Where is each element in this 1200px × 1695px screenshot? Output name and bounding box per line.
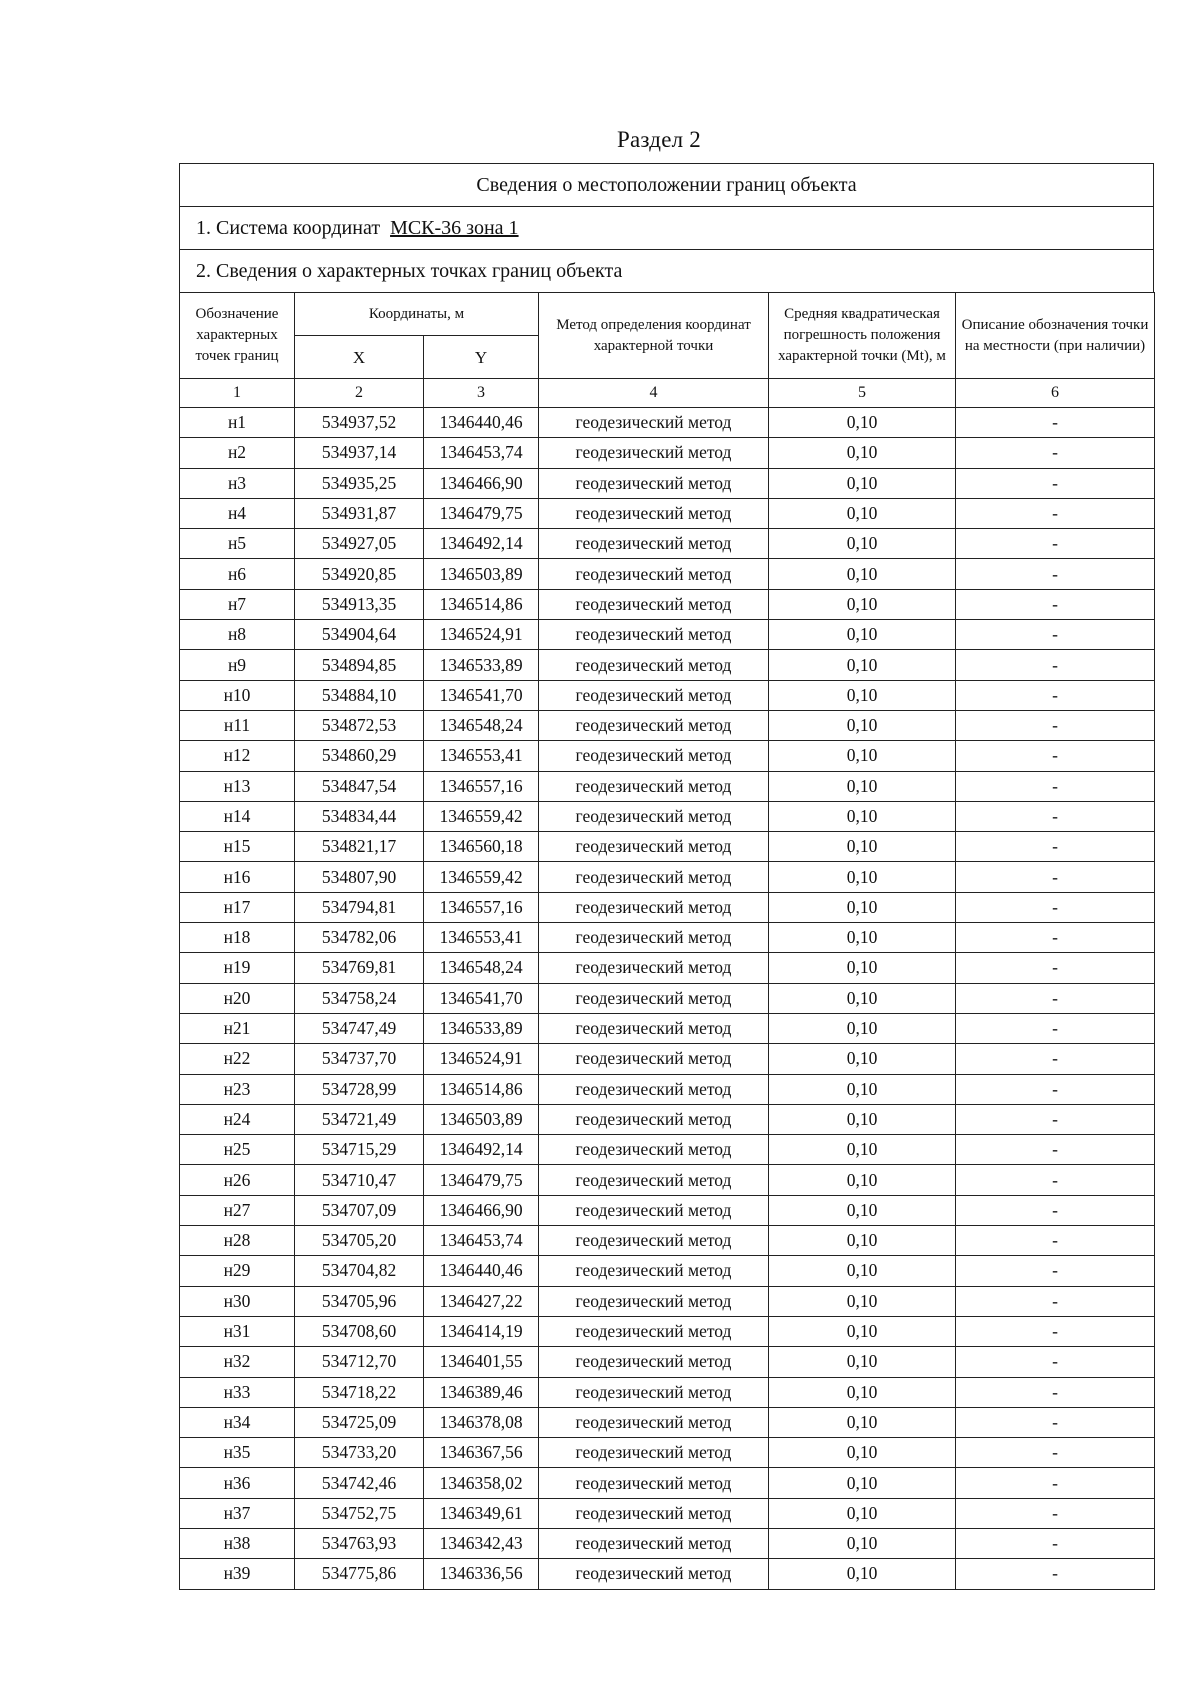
x-coordinate-cell: 534704,82 (295, 1256, 424, 1286)
description-cell: - (956, 1528, 1155, 1558)
x-coordinate-cell: 534872,53 (295, 710, 424, 740)
table-row (180, 1013, 1155, 1043)
method-cell: геодезический метод (539, 1044, 769, 1074)
y-coordinate-cell: 1346453,74 (424, 1226, 539, 1256)
mt-error-cell: 0,10 (769, 438, 956, 468)
method-cell: геодезический метод (539, 1256, 769, 1286)
table-row (180, 710, 1155, 740)
x-coordinate-cell: 534904,64 (295, 620, 424, 650)
y-coordinate-cell: 1346466,90 (424, 1195, 539, 1225)
description-cell: - (956, 620, 1155, 650)
col-header-description: Описание обозначения точки на местности (при наличии) (956, 293, 1155, 379)
x-coordinate-cell: 534937,52 (295, 408, 424, 438)
x-coordinate-cell: 534775,86 (295, 1559, 424, 1589)
x-coordinate-cell: 534715,29 (295, 1135, 424, 1165)
mt-error-cell: 0,10 (769, 1407, 956, 1437)
description-cell: - (956, 1377, 1155, 1407)
col-header-x: X (295, 336, 424, 379)
point-id-cell: н37 (180, 1498, 295, 1528)
mt-error-cell: 0,10 (769, 468, 956, 498)
table-row (180, 1286, 1155, 1316)
method-cell: геодезический метод (539, 408, 769, 438)
x-coordinate-cell: 534712,70 (295, 1347, 424, 1377)
coordinate-system-line (179, 206, 1154, 249)
mt-error-cell: 0,10 (769, 832, 956, 862)
x-coordinate-cell: 534894,85 (295, 650, 424, 680)
y-coordinate-cell: 1346557,16 (424, 771, 539, 801)
mt-error-cell: 0,10 (769, 1528, 956, 1558)
description-cell: - (956, 1347, 1155, 1377)
x-coordinate-cell: 534718,22 (295, 1377, 424, 1407)
table-row (180, 1559, 1155, 1589)
point-id-cell: н27 (180, 1195, 295, 1225)
y-coordinate-cell: 1346559,42 (424, 801, 539, 831)
x-coordinate-cell: 534769,81 (295, 953, 424, 983)
method-cell: геодезический метод (539, 1528, 769, 1558)
table-row (180, 650, 1155, 680)
description-cell: - (956, 771, 1155, 801)
description-cell: - (956, 801, 1155, 831)
description-cell: - (956, 1468, 1155, 1498)
mt-error-cell: 0,10 (769, 892, 956, 922)
method-cell: геодезический метод (539, 498, 769, 528)
y-coordinate-cell: 1346479,75 (424, 1165, 539, 1195)
y-coordinate-cell: 1346336,56 (424, 1559, 539, 1589)
table-row (180, 1498, 1155, 1528)
point-id-cell: н17 (180, 892, 295, 922)
points-table-body (180, 408, 1155, 1590)
method-cell: геодезический метод (539, 923, 769, 953)
x-coordinate-cell: 534758,24 (295, 983, 424, 1013)
mt-error-cell: 0,10 (769, 1195, 956, 1225)
point-id-cell: н11 (180, 710, 295, 740)
point-id-cell: н13 (180, 771, 295, 801)
table-row (180, 1347, 1155, 1377)
column-number: 2 (295, 379, 424, 408)
table-row (180, 1438, 1155, 1468)
y-coordinate-cell: 1346524,91 (424, 1044, 539, 1074)
description-cell: - (956, 862, 1155, 892)
mt-error-cell: 0,10 (769, 498, 956, 528)
y-coordinate-cell: 1346389,46 (424, 1377, 539, 1407)
table-row (180, 1195, 1155, 1225)
table-row (180, 983, 1155, 1013)
table-row (180, 741, 1155, 771)
mt-error-cell: 0,10 (769, 983, 956, 1013)
mt-error-cell: 0,10 (769, 1256, 956, 1286)
x-coordinate-cell: 534920,85 (295, 559, 424, 589)
column-number: 6 (956, 379, 1155, 408)
coordinate-system-value: МСК-36 зона 1 (390, 216, 519, 239)
mt-error-cell: 0,10 (769, 1316, 956, 1346)
method-cell: геодезический метод (539, 710, 769, 740)
method-cell: геодезический метод (539, 862, 769, 892)
x-coordinate-cell: 534913,35 (295, 589, 424, 619)
method-cell: геодезический метод (539, 1195, 769, 1225)
method-cell: геодезический метод (539, 1438, 769, 1468)
mt-error-cell: 0,10 (769, 1468, 956, 1498)
table-row (180, 589, 1155, 619)
method-cell: геодезический метод (539, 892, 769, 922)
y-coordinate-cell: 1346503,89 (424, 559, 539, 589)
point-id-cell: н12 (180, 741, 295, 771)
point-id-cell: н2 (180, 438, 295, 468)
table-row (180, 1074, 1155, 1104)
description-cell: - (956, 1286, 1155, 1316)
x-coordinate-cell: 534884,10 (295, 680, 424, 710)
mt-error-cell: 0,10 (769, 1559, 956, 1589)
mt-error-cell: 0,10 (769, 1104, 956, 1134)
point-id-cell: н30 (180, 1286, 295, 1316)
y-coordinate-cell: 1346440,46 (424, 408, 539, 438)
point-id-cell: н22 (180, 1044, 295, 1074)
table-row (180, 408, 1155, 438)
point-id-cell: н4 (180, 498, 295, 528)
method-cell: геодезический метод (539, 1407, 769, 1437)
point-id-cell: н31 (180, 1316, 295, 1346)
description-cell: - (956, 1498, 1155, 1528)
point-id-cell: н21 (180, 1013, 295, 1043)
x-coordinate-cell: 534860,29 (295, 741, 424, 771)
y-coordinate-cell: 1346342,43 (424, 1528, 539, 1558)
description-cell: - (956, 438, 1155, 468)
description-cell: - (956, 892, 1155, 922)
description-cell: - (956, 983, 1155, 1013)
table-row (180, 1135, 1155, 1165)
mt-error-cell: 0,10 (769, 953, 956, 983)
table-row (180, 1256, 1155, 1286)
x-coordinate-cell: 534705,20 (295, 1226, 424, 1256)
x-coordinate-cell: 534937,14 (295, 438, 424, 468)
point-id-cell: н35 (180, 1438, 295, 1468)
point-id-cell: н6 (180, 559, 295, 589)
x-coordinate-cell: 534725,09 (295, 1407, 424, 1437)
method-cell: геодезический метод (539, 1074, 769, 1104)
description-cell: - (956, 1226, 1155, 1256)
column-number: 5 (769, 379, 956, 408)
x-coordinate-cell: 534821,17 (295, 832, 424, 862)
mt-error-cell: 0,10 (769, 559, 956, 589)
method-cell: геодезический метод (539, 529, 769, 559)
table-row (180, 1377, 1155, 1407)
table-row (180, 1316, 1155, 1346)
section-title: Раздел 2 (617, 127, 701, 152)
y-coordinate-cell: 1346453,74 (424, 438, 539, 468)
mt-error-cell: 0,10 (769, 1135, 956, 1165)
x-coordinate-cell: 534807,90 (295, 862, 424, 892)
description-cell: - (956, 1013, 1155, 1043)
method-cell: геодезический метод (539, 680, 769, 710)
y-coordinate-cell: 1346503,89 (424, 1104, 539, 1134)
mt-error-cell: 0,10 (769, 1074, 956, 1104)
x-coordinate-cell: 534747,49 (295, 1013, 424, 1043)
col-header-designation: Обозначение характерных точек границ (180, 293, 295, 379)
table-row (180, 468, 1155, 498)
y-coordinate-cell: 1346524,91 (424, 620, 539, 650)
table-row (180, 892, 1155, 922)
y-coordinate-cell: 1346358,02 (424, 1468, 539, 1498)
point-id-cell: н33 (180, 1377, 295, 1407)
description-cell: - (956, 953, 1155, 983)
x-coordinate-cell: 534705,96 (295, 1286, 424, 1316)
point-id-cell: н38 (180, 1528, 295, 1558)
table-row (180, 620, 1155, 650)
x-coordinate-cell: 534733,20 (295, 1438, 424, 1468)
mt-error-cell: 0,10 (769, 1347, 956, 1377)
method-cell: геодезический метод (539, 1468, 769, 1498)
method-cell: геодезический метод (539, 1316, 769, 1346)
method-cell: геодезический метод (539, 1013, 769, 1043)
mt-error-cell: 0,10 (769, 923, 956, 953)
description-cell: - (956, 408, 1155, 438)
mt-error-cell: 0,10 (769, 862, 956, 892)
y-coordinate-cell: 1346560,18 (424, 832, 539, 862)
point-id-cell: н28 (180, 1226, 295, 1256)
column-number: 4 (539, 379, 769, 408)
point-id-cell: н9 (180, 650, 295, 680)
table-row (180, 559, 1155, 589)
y-coordinate-cell: 1346541,70 (424, 983, 539, 1013)
table-row (180, 1165, 1155, 1195)
description-cell: - (956, 710, 1155, 740)
point-id-cell: н20 (180, 983, 295, 1013)
method-cell: геодезический метод (539, 1165, 769, 1195)
y-coordinate-cell: 1346492,14 (424, 529, 539, 559)
x-coordinate-cell: 534931,87 (295, 498, 424, 528)
point-id-cell: н39 (180, 1559, 295, 1589)
description-cell: - (956, 1104, 1155, 1134)
method-cell: геодезический метод (539, 650, 769, 680)
y-coordinate-cell: 1346541,70 (424, 680, 539, 710)
x-coordinate-cell: 534710,47 (295, 1165, 424, 1195)
mt-error-cell: 0,10 (769, 680, 956, 710)
description-cell: - (956, 529, 1155, 559)
mt-error-cell: 0,10 (769, 741, 956, 771)
y-coordinate-cell: 1346378,08 (424, 1407, 539, 1437)
table-row (180, 1226, 1155, 1256)
x-coordinate-cell: 534834,44 (295, 801, 424, 831)
characteristic-points-title: 2. Сведения о характерных точках границ объекта (179, 249, 1154, 292)
description-cell: - (956, 1559, 1155, 1589)
method-cell: геодезический метод (539, 438, 769, 468)
point-id-cell: н5 (180, 529, 295, 559)
y-coordinate-cell: 1346514,86 (424, 1074, 539, 1104)
mt-error-cell: 0,10 (769, 1226, 956, 1256)
description-cell: - (956, 1407, 1155, 1437)
method-cell: геодезический метод (539, 983, 769, 1013)
table-row (180, 862, 1155, 892)
coordinate-system-label: 1. Система координат (196, 216, 381, 239)
mt-error-cell: 0,10 (769, 1377, 956, 1407)
x-coordinate-cell: 534782,06 (295, 923, 424, 953)
point-id-cell: н16 (180, 862, 295, 892)
y-coordinate-cell: 1346427,22 (424, 1286, 539, 1316)
method-cell: геодезический метод (539, 1226, 769, 1256)
y-coordinate-cell: 1346533,89 (424, 650, 539, 680)
description-cell: - (956, 1044, 1155, 1074)
y-coordinate-cell: 1346557,16 (424, 892, 539, 922)
method-cell: геодезический метод (539, 1559, 769, 1589)
point-id-cell: н15 (180, 832, 295, 862)
mt-error-cell: 0,10 (769, 1498, 956, 1528)
point-id-cell: н14 (180, 801, 295, 831)
y-coordinate-cell: 1346492,14 (424, 1135, 539, 1165)
mt-error-cell: 0,10 (769, 1013, 956, 1043)
method-cell: геодезический метод (539, 1104, 769, 1134)
object-boundaries-title: Сведения о местоположении границ объекта (179, 163, 1154, 206)
point-id-cell: н8 (180, 620, 295, 650)
x-coordinate-cell: 534794,81 (295, 892, 424, 922)
point-id-cell: н36 (180, 1468, 295, 1498)
y-coordinate-cell: 1346367,56 (424, 1438, 539, 1468)
boundary-info-frame (179, 163, 1154, 1590)
mt-error-cell: 0,10 (769, 650, 956, 680)
x-coordinate-cell: 534721,49 (295, 1104, 424, 1134)
x-coordinate-cell: 534742,46 (295, 1468, 424, 1498)
method-cell: геодезический метод (539, 468, 769, 498)
mt-error-cell: 0,10 (769, 589, 956, 619)
x-coordinate-cell: 534728,99 (295, 1074, 424, 1104)
y-coordinate-cell: 1346553,41 (424, 923, 539, 953)
x-coordinate-cell: 534847,54 (295, 771, 424, 801)
description-cell: - (956, 680, 1155, 710)
table-row (180, 680, 1155, 710)
point-id-cell: н26 (180, 1165, 295, 1195)
y-coordinate-cell: 1346401,55 (424, 1347, 539, 1377)
description-cell: - (956, 923, 1155, 953)
table-row (180, 953, 1155, 983)
description-cell: - (956, 1195, 1155, 1225)
description-cell: - (956, 832, 1155, 862)
mt-error-cell: 0,10 (769, 1044, 956, 1074)
col-header-coordinates: Координаты, м (295, 293, 539, 336)
mt-error-cell: 0,10 (769, 1286, 956, 1316)
table-row (180, 1044, 1155, 1074)
method-cell: геодезический метод (539, 1377, 769, 1407)
description-cell: - (956, 1165, 1155, 1195)
table-row (180, 529, 1155, 559)
x-coordinate-cell: 534708,60 (295, 1316, 424, 1346)
y-coordinate-cell: 1346514,86 (424, 589, 539, 619)
x-coordinate-cell: 534763,93 (295, 1528, 424, 1558)
table-row (180, 801, 1155, 831)
mt-error-cell: 0,10 (769, 771, 956, 801)
method-cell: геодезический метод (539, 741, 769, 771)
method-cell: геодезический метод (539, 832, 769, 862)
col-header-y: Y (424, 336, 539, 379)
x-coordinate-cell: 534737,70 (295, 1044, 424, 1074)
table-row (180, 1407, 1155, 1437)
table-row (180, 1468, 1155, 1498)
description-cell: - (956, 1256, 1155, 1286)
mt-error-cell: 0,10 (769, 620, 956, 650)
point-id-cell: н32 (180, 1347, 295, 1377)
description-cell: - (956, 741, 1155, 771)
mt-error-cell: 0,10 (769, 801, 956, 831)
table-row (180, 438, 1155, 468)
point-id-cell: н19 (180, 953, 295, 983)
method-cell: геодезический метод (539, 1347, 769, 1377)
method-cell: геодезический метод (539, 1498, 769, 1528)
description-cell: - (956, 498, 1155, 528)
method-cell: геодезический метод (539, 1135, 769, 1165)
y-coordinate-cell: 1346548,24 (424, 953, 539, 983)
col-header-error: Средняя квадратическая погрешность положения характерной точки (Mt), м (769, 293, 956, 379)
y-coordinate-cell: 1346440,46 (424, 1256, 539, 1286)
method-cell: геодезический метод (539, 559, 769, 589)
mt-error-cell: 0,10 (769, 529, 956, 559)
column-number: 3 (424, 379, 539, 408)
method-cell: геодезический метод (539, 953, 769, 983)
mt-error-cell: 0,10 (769, 408, 956, 438)
x-coordinate-cell: 534935,25 (295, 468, 424, 498)
x-coordinate-cell: 534707,09 (295, 1195, 424, 1225)
column-number: 1 (180, 379, 295, 408)
point-id-cell: н3 (180, 468, 295, 498)
table-row (180, 1104, 1155, 1134)
description-cell: - (956, 1135, 1155, 1165)
characteristic-points-table (179, 292, 1155, 1590)
column-number-row (180, 379, 1155, 408)
method-cell: геодезический метод (539, 620, 769, 650)
mt-error-cell: 0,10 (769, 1438, 956, 1468)
x-coordinate-cell: 534927,05 (295, 529, 424, 559)
table-row (180, 923, 1155, 953)
table-row (180, 498, 1155, 528)
y-coordinate-cell: 1346479,75 (424, 498, 539, 528)
y-coordinate-cell: 1346548,24 (424, 710, 539, 740)
point-id-cell: н18 (180, 923, 295, 953)
y-coordinate-cell: 1346553,41 (424, 741, 539, 771)
method-cell: геодезический метод (539, 589, 769, 619)
y-coordinate-cell: 1346349,61 (424, 1498, 539, 1528)
point-id-cell: н23 (180, 1074, 295, 1104)
table-row (180, 771, 1155, 801)
mt-error-cell: 0,10 (769, 1165, 956, 1195)
description-cell: - (956, 468, 1155, 498)
y-coordinate-cell: 1346414,19 (424, 1316, 539, 1346)
mt-error-cell: 0,10 (769, 710, 956, 740)
description-cell: - (956, 1438, 1155, 1468)
point-id-cell: н7 (180, 589, 295, 619)
description-cell: - (956, 559, 1155, 589)
x-coordinate-cell: 534752,75 (295, 1498, 424, 1528)
col-header-method: Метод определения координат характерной точки (539, 293, 769, 379)
method-cell: геодезический метод (539, 801, 769, 831)
point-id-cell: н10 (180, 680, 295, 710)
point-id-cell: н24 (180, 1104, 295, 1134)
point-id-cell: н1 (180, 408, 295, 438)
description-cell: - (956, 1074, 1155, 1104)
y-coordinate-cell: 1346466,90 (424, 468, 539, 498)
point-id-cell: н34 (180, 1407, 295, 1437)
y-coordinate-cell: 1346559,42 (424, 862, 539, 892)
description-cell: - (956, 1316, 1155, 1346)
method-cell: геодезический метод (539, 1286, 769, 1316)
y-coordinate-cell: 1346533,89 (424, 1013, 539, 1043)
point-id-cell: н29 (180, 1256, 295, 1286)
description-cell: - (956, 650, 1155, 680)
table-row (180, 832, 1155, 862)
point-id-cell: н25 (180, 1135, 295, 1165)
method-cell: геодезический метод (539, 771, 769, 801)
description-cell: - (956, 589, 1155, 619)
table-row (180, 1528, 1155, 1558)
